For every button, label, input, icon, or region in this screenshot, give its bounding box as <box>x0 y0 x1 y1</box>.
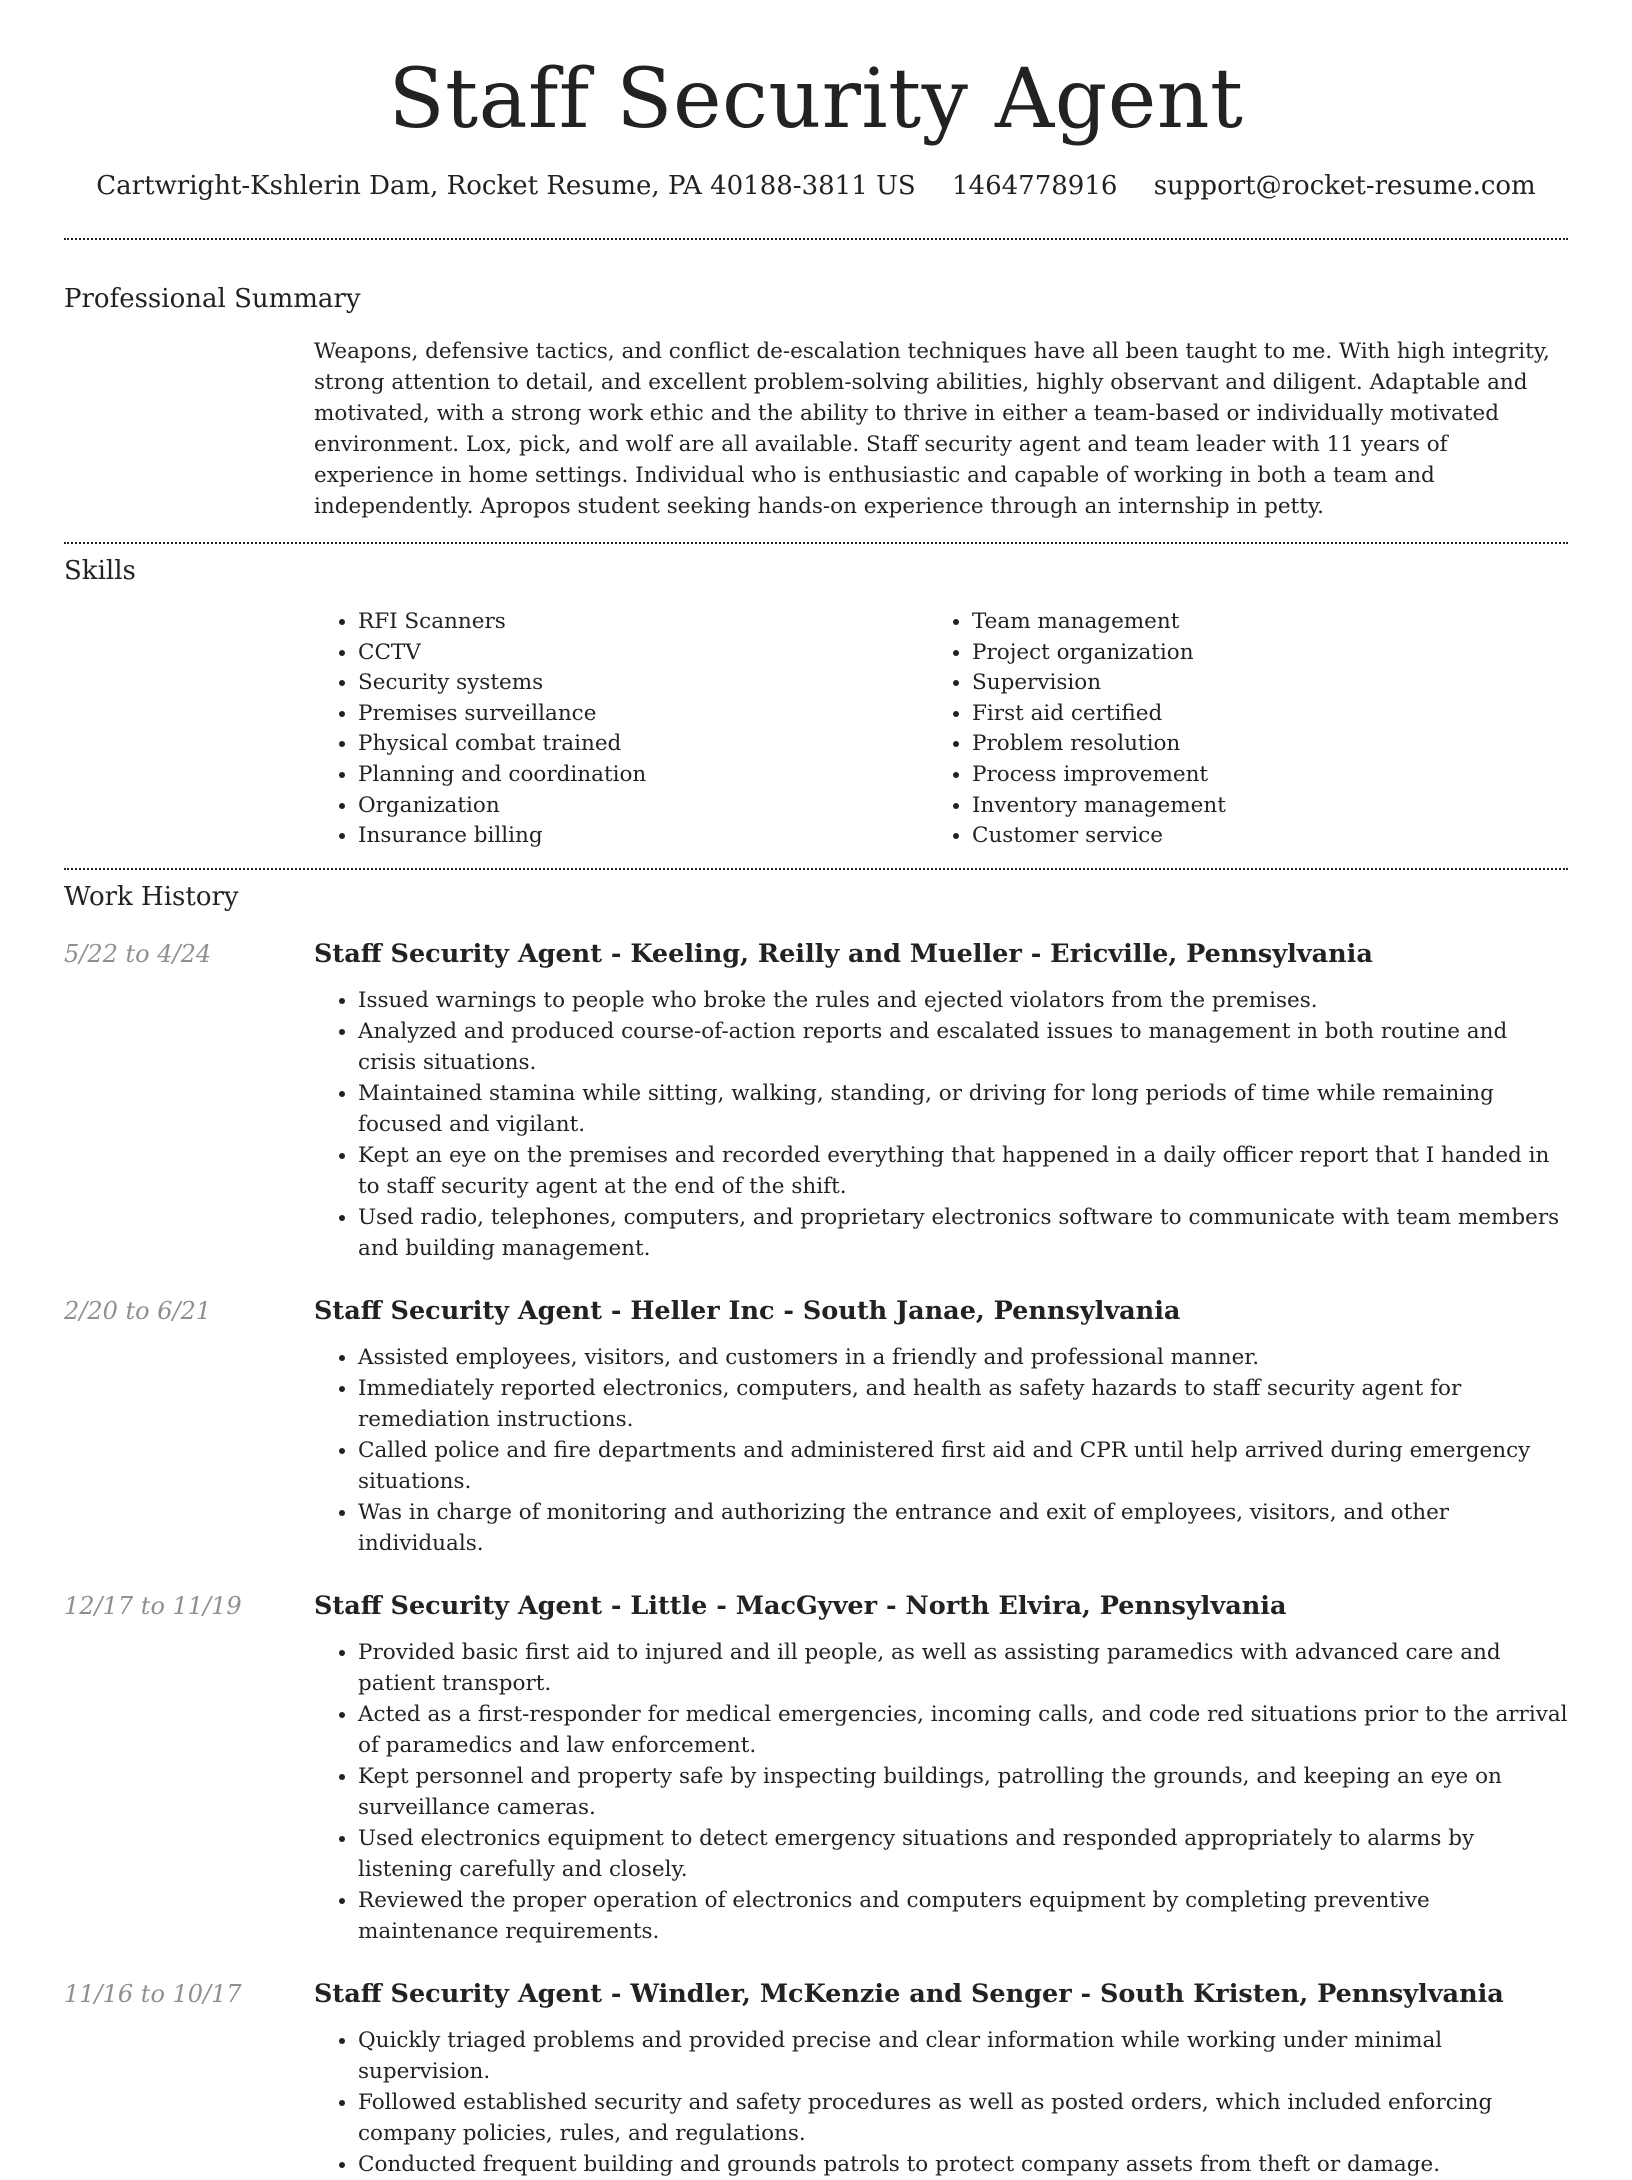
contact-address: Cartwright-Kshlerin Dam, Rocket Resume, PA 40188-3811 US <box>96 171 916 201</box>
skill-item: • Project organization <box>972 638 1542 669</box>
job-entry <box>64 937 1568 1264</box>
skill-item: • Premises surveillance <box>358 699 928 730</box>
section-divider <box>64 238 1568 240</box>
job-bullet: • Analyzed and produced course-of-action reports and escalated issues to management in both routine and crisis situations. <box>358 1016 1568 1078</box>
skill-item: • Insurance billing <box>358 821 928 852</box>
job-bullet: • Assisted employees, visitors, and customers in a friendly and professional manner. <box>358 1342 1568 1373</box>
job-bullet: • Reviewed the proper operation of electronics and computers equipment by completing preventive maintenance requirements. <box>358 1885 1568 1947</box>
skill-item: • CCTV <box>358 638 928 669</box>
skill-item: • Planning and coordination <box>358 760 928 791</box>
job-entry <box>64 1589 1568 1947</box>
skill-item: • Supervision <box>972 668 1542 699</box>
job-dates: 5/22 to 4/24 <box>64 939 212 968</box>
section-divider <box>64 868 1568 870</box>
skills-column-left <box>314 607 928 852</box>
skill-item: • Inventory management <box>972 791 1542 822</box>
job-bullet: • Quickly triaged problems and provided precise and clear information while working under minimal supervision. <box>358 2025 1568 2087</box>
summary-section <box>64 282 1568 522</box>
job-entry <box>64 1294 1568 1559</box>
skill-item: • Organization <box>358 791 928 822</box>
job-bullets <box>314 1637 1568 1947</box>
summary-text: Weapons, defensive tactics, and conflict de-escalation techniques have all been taught to me. With high integrity, strong attention to detail, and excellent problem-solving abilities, highly observant and diligent. Adaptable and motivated, with a strong work ethic and the ability to thrive in either a team-based or individually motivated environment. Lox, pick, and wolf are all available. Staff security agent and team leader with 11 years of experience in home settings. Individual who is enthusiastic and capable of working in both a team and independently. Apropos student seeking hands-on experience through an internship in petty. <box>314 339 1550 519</box>
section-divider <box>64 542 1568 544</box>
job-bullet: • Immediately reported electronics, computers, and health as safety hazards to staff security agent for remediation instructions. <box>358 1373 1568 1435</box>
job-bullet: • Issued warnings to people who broke the rules and ejected violators from the premises. <box>358 985 1568 1016</box>
job-title: Staff Security Agent - Windler, McKenzie and Senger - South Kristen, Pennsylvania <box>314 1978 1504 2009</box>
job-title: Staff Security Agent - Heller Inc - South Janae, Pennsylvania <box>314 1295 1181 1326</box>
job-bullets <box>314 2025 1568 2180</box>
skills-section <box>64 554 1568 852</box>
job-details <box>314 1294 1568 1559</box>
skills-column-right <box>928 607 1542 852</box>
job-details <box>314 1589 1568 1947</box>
job-bullet: • Used electronics equipment to detect emergency situations and responded appropriately to alarms by listening carefully and closely. <box>358 1823 1568 1885</box>
job-title: Staff Security Agent - Little - MacGyver - North Elvira, Pennsylvania <box>314 1590 1287 1621</box>
contact-phone: 1464778916 <box>952 171 1118 201</box>
skill-item: • Problem resolution <box>972 729 1542 760</box>
job-bullets <box>314 1342 1568 1559</box>
skill-item: • First aid certified <box>972 699 1542 730</box>
work-history-heading: Work History <box>64 881 239 912</box>
job-bullet: • Conducted frequent building and grounds patrols to protect company assets from theft or damage. <box>358 2149 1568 2180</box>
job-dates: 2/20 to 6/21 <box>64 1296 212 1325</box>
resume-page <box>64 0 1568 2180</box>
skill-item: • Team management <box>972 607 1542 638</box>
job-bullet: • Kept personnel and property safe by inspecting buildings, patrolling the grounds, and keeping an eye on surveillance cameras. <box>358 1761 1568 1823</box>
contact-line <box>64 168 1568 204</box>
job-dates: 11/16 to 10/17 <box>64 1979 242 2008</box>
job-entry <box>64 1977 1568 2180</box>
candidate-name: Staff Security Agent <box>388 52 1244 147</box>
job-bullet: • Provided basic first aid to injured and ill people, as well as assisting paramedics with advanced care and patient transport. <box>358 1637 1568 1699</box>
job-details <box>314 1977 1568 2180</box>
job-bullet: • Followed established security and safety procedures as well as posted orders, which included enforcing company policies, rules, and regulations. <box>358 2087 1568 2149</box>
skill-item: • Customer service <box>972 821 1542 852</box>
job-bullets <box>314 985 1568 1264</box>
summary-heading: Professional Summary <box>64 284 361 314</box>
job-bullet: • Acted as a first-responder for medical emergencies, incoming calls, and code red situations prior to the arrival of paramedics and law enforcement. <box>358 1699 1568 1761</box>
job-bullet: • Kept an eye on the premises and recorded everything that happened in a daily officer report that I handed in to staff security agent at the end of the shift. <box>358 1140 1568 1202</box>
skills-heading: Skills <box>64 556 136 586</box>
job-bullet: • Was in charge of monitoring and authorizing the entrance and exit of employees, visitors, and other individuals. <box>358 1497 1568 1559</box>
job-bullet: • Maintained stamina while sitting, walking, standing, or driving for long periods of time while remaining focused and vigilant. <box>358 1078 1568 1140</box>
contact-email: support@rocket-resume.com <box>1153 171 1536 201</box>
skill-item: • Physical combat trained <box>358 729 928 760</box>
work-history-section <box>64 880 1568 2180</box>
job-bullet: • Called police and fire departments and administered first aid and CPR until help arrived during emergency situations. <box>358 1435 1568 1497</box>
skill-item: • Process improvement <box>972 760 1542 791</box>
skills-list <box>314 607 1568 852</box>
job-dates: 12/17 to 11/19 <box>64 1591 242 1620</box>
job-title: Staff Security Agent - Keeling, Reilly and Mueller - Ericville, Pennsylvania <box>314 938 1373 969</box>
skill-item: • RFI Scanners <box>358 607 928 638</box>
job-details <box>314 937 1568 1264</box>
job-bullet: • Used radio, telephones, computers, and proprietary electronics software to communicate with team members and building management. <box>358 1202 1568 1264</box>
skill-item: • Security systems <box>358 668 928 699</box>
